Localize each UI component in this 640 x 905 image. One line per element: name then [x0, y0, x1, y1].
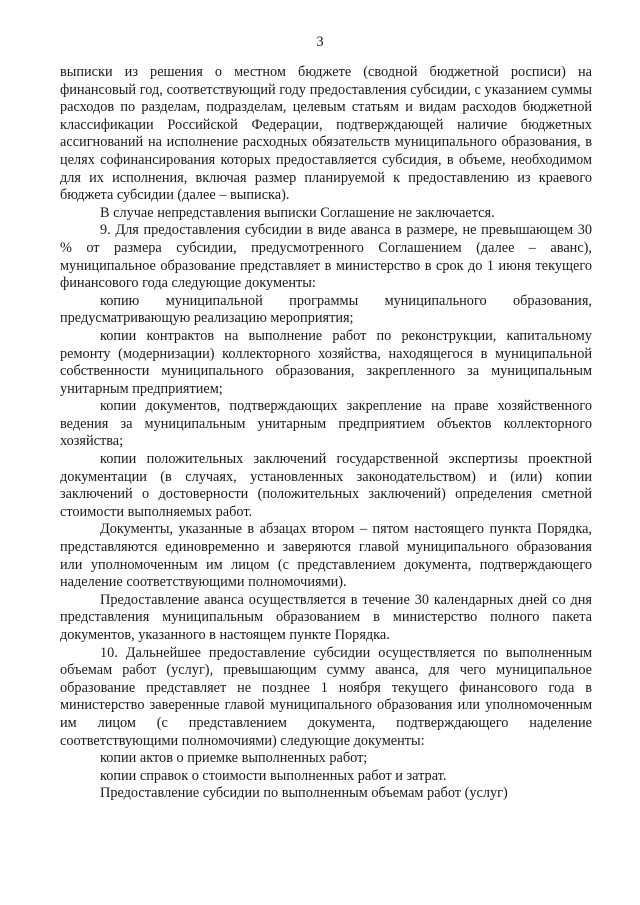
list-item-expertise-conclusions: копии положительных заключений государственной экспертизы проектной документации (в случаях, установленных законодательством) и (или) копии заключений о достоверности (положительных заключений) определения сметной стоимости выполняемых работ. — [60, 451, 592, 520]
paragraph-advance-term: Предоставление аванса осуществляется в течение 30 календарных дней со дня представления муниципальным образованием в министерство полного пакета документов, указанного в настоящем пункте Порядка. — [60, 591, 592, 643]
list-item-contracts-copies: копии контрактов на выполнение работ по реконструкции, капитальному ремонту (модернизации) коллекторного хозяйства, находящегося в муниципальной собственности муниципального образования, закрепленного за муниципальным унитарным предприятием; — [60, 327, 592, 397]
list-item-assignment-documents: копии документов, подтверждающих закрепление на праве хозяйственного ведения за муниципальным унитарным предприятием объектов коллекторного хозяйства; — [60, 398, 592, 450]
paragraph-subsidy-provision: Предоставление субсидии по выполненным объемам работ (услуг) — [100, 785, 508, 802]
page-number: 3 — [316, 34, 324, 50]
list-item-cost-statements: копии справок о стоимости выполненных работ и затрат. — [100, 767, 447, 784]
document-body — [60, 64, 592, 803]
paragraph-documents-certification: Документы, указанные в абзацах втором – пятом настоящего пункта Порядка, представляются единовременно и заверяются главой муниципального образования или уполномоченным им лицом (с представлением документа, подтверждающего наделение соответствующими полномочиями). — [60, 521, 592, 591]
paragraph-clause-9: 9. Для предоставления субсидии в виде аванса в размере, не превышающем 30 % от размера субсидии, предусмотренного Соглашением (далее – аванс), муниципальное образование представляет в министерство в срок до 1 июня текущего финансового года следующие документы: — [60, 222, 592, 292]
paragraph-clause-10: 10. Дальнейшее предоставление субсидии осуществляется по выполненным объемам работ (услуг), превышающим сумму аванса, для чего муниципальное образование представляет не позднее 1 ноября текущего финансового года в министерство заверенные главой муниципального образования или уполномоченным им лицом (с представлением документа, подтверждающего наделение соответствующими полномочиями) следующие документы: — [60, 644, 592, 749]
list-item-program-copy: копию муниципальной программы муниципального образования, предусматривающую реализацию мероприятия; — [60, 292, 592, 327]
paragraph-extract-continuation: выписки из решения о местном бюджете (сводной бюджетной росписи) на финансовый год, соответствующий году предоставления субсидии, с указанием суммы расходов по разделам, подразделам, целевым статьям и видам расходов бюджетной классификации Российской Федерации, подтверждающей наличие бюджетных ассигнований на исполнение расходных обязательств муниципального образования, в целях софинансирования которых предоставляется субсидия, в объеме, необходимом для их исполнения, включая размер планируемой к предоставлению из краевого бюджета субсидии (далее – выписка). — [60, 64, 592, 204]
paragraph-no-extract: В случае непредставления выписки Соглашение не заключается. — [100, 204, 495, 221]
list-item-acceptance-acts: копии актов о приемке выполненных работ; — [100, 750, 368, 767]
